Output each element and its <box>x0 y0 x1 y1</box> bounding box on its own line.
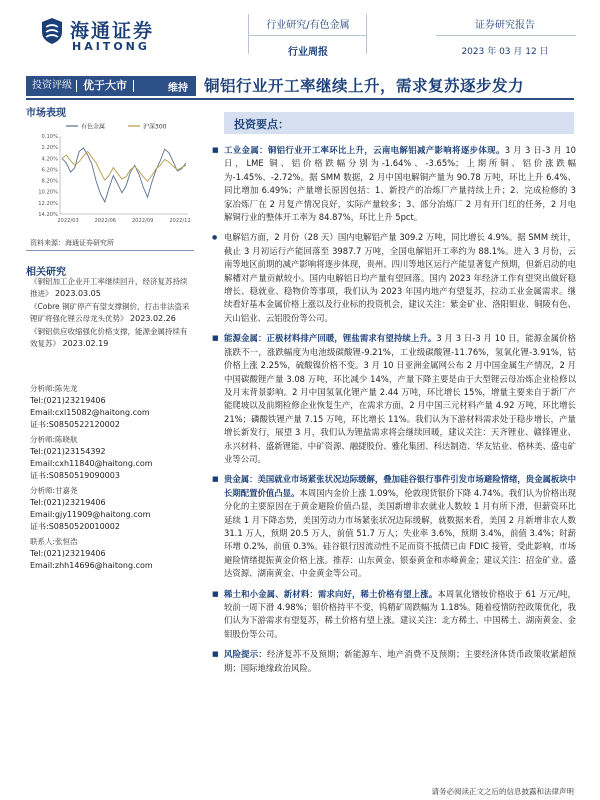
legend-label: 有色金属 <box>81 123 106 131</box>
related-research-item[interactable] <box>30 326 194 349</box>
analyst-tel: Tel:(021)23219406 <box>30 498 106 507</box>
header-meta-block <box>440 16 570 57</box>
key-point-text: 本周氧化镨钕价格收于 61 万元/吨，较前一周下滑 4.98%；钼价格持平不变，钨精矿周跌幅为 1.18%。随着疫情防控政策优化，我们认为下游需求有望复苏，稀土价格有望上涨。建议关注：北方稀土、中国稀土、湖南黄金、金钼股份等公司。 <box>224 588 576 639</box>
y-tick-label: 12.20% <box>38 200 58 207</box>
report-date: 2023 年 03 月 12 日 <box>461 47 549 57</box>
analyst-tel: Tel:(021)23154392 <box>30 447 106 456</box>
logo-english-name: HAITONG <box>72 40 150 53</box>
section-divider <box>26 250 194 251</box>
key-point-text: 本周国内金价上涨 1.09%，伦敦现货银价下降 4.74%。我们认为价格出现分化的主要原因在于黄金避险价值凸显，美国新增非农就业人数较 1 月有所下滑，但薪资环比延续 1 月下降态势，美国劳动力市场紧张状况边际缓解，就数据来看，美国 2 月新增非农人数 31.1 万人，预期 20.5 万人，前值 51.7 万人；失业率 3.6%，预期 3.4%，前值 3.4%；时薪环增 0.2%，前值 0.3%。硅谷银行因流动性不足而资不抵债已由 FDIC 接管，受此影响，市场避险情绪提振黄金价格上涨。推荐：山东黄金、银泰黄金和赤峰黄金；建议关注：招金矿业、盛达资源、湖南黄金、中金黄金等公司。 <box>224 487 576 579</box>
analyst-cert: 证书:S0850519090003 <box>30 471 120 480</box>
analyst-email[interactable]: Email:zhh14696@haitong.com <box>30 561 153 570</box>
analyst-email[interactable]: Email:cxl15082@haitong.com <box>30 408 150 417</box>
rating-value: 优于大市 <box>77 80 134 92</box>
analyst-card <box>30 536 194 572</box>
analyst-tel: Tel:(021)23219406 <box>30 549 106 558</box>
x-tick-label: 2022/06 <box>94 218 117 224</box>
key-point-paragraph <box>212 588 576 642</box>
key-points-heading: 投资要点： <box>234 118 289 131</box>
key-point-heading: 稀土和小金属、新材料：需求向好，稀土价格有望上涨。 <box>224 588 438 599</box>
key-point-paragraph <box>212 648 576 675</box>
y-tick-label: 0.10% <box>41 134 58 140</box>
y-tick-label: 8.20% <box>41 178 58 185</box>
x-tick-label: 2022/12 <box>169 218 191 224</box>
y-tick-label: 2.20% <box>41 145 58 152</box>
analyst-cert: 证书:S0850520010002 <box>30 522 120 531</box>
rating-action: 维持 <box>168 82 188 94</box>
key-point-text: 3 月 3 日-3 月 10 日，LME 铜、铝价格跌幅分别为-1.64%、-3.65%；上期所铜、铝价涨跌幅为-1.45%、-2.72%。据 SMM 数据，2 月中国电解铜产量为 90.78 万吨，环比上升 6.4%、同比增加 6.49%；产量增长原因包括：1、新投产的冶炼厂产量持续上升；2、完成检修的 3 家冶炼厂在 2 月复产情况良好，实际产量较多；3、部分冶炼厂 2 月有开门红的任务，2 月电解铜行业的整体开工率为 84.87%，环比上升 5pct。 <box>224 145 576 223</box>
related-research-date: 2023.03.05 <box>52 288 101 298</box>
analyst-name: 分析师:陈晓航 <box>30 435 78 444</box>
y-tick-label: 14.20% <box>38 212 58 218</box>
analyst-email[interactable]: Email:cxh11840@haitong.com <box>30 459 153 468</box>
report-header <box>0 0 600 62</box>
analyst-card <box>30 383 194 431</box>
company-logo <box>40 16 180 56</box>
key-point-text: 3 月 3 日-3 月 10 日，能源金属价格涨跌不一，涨跌幅度为电池级碳酸锂-9.21%，工业级碳酸锂-11.76%，氢氧化锂-3.91%，钴价格上涨 2.25%，硫酸镍价格不变。3 月 10 日亚洲金属网公布 2 月中国金属生产情况，2 月中国碳酸锂产量 3.08 万吨，环比减少 14%，产量下降主要是由于大型锂云母冶炼企业检修以及月末背景影响。2 月中国氢氧化锂产量 2.44 万吨，环比增长 15%，增量主要来自于新厂产能爬坡以及前期检修企业恢复生产，在需求方面，2 月中国三元材料产量 4.92 万吨，环比增长 21%；磷酸铁锂产量 7.15 万吨，环比增长 11%。我们认为下游材料需求处于稳步增长，产量增长新发行，展望 3 月，我们认为锂盐需求将会继续回暖，建议关注：天齐锂业、赣锋锂业、永兴材料、盛新锂能、中矿资源、融捷股份、雅化集团、科达制造、华友钴业、格林美、盛屯矿业等公司。 <box>224 333 577 464</box>
analyst-name: 分析师:陈先龙 <box>30 384 78 393</box>
related-research-item[interactable] <box>30 301 194 324</box>
key-point-heading: 工业金属：铜铝行业开工率环比上升，云南电解铝减产影响将逐步体现。 <box>224 145 505 155</box>
related-research-item[interactable] <box>30 276 194 299</box>
series-line <box>62 152 186 182</box>
x-tick-label: 2022/09 <box>131 218 154 224</box>
analyst-card <box>30 485 194 533</box>
series-line <box>62 148 186 202</box>
key-point-paragraph <box>212 473 576 580</box>
key-point-paragraph <box>212 144 576 224</box>
header-category-block <box>258 16 358 58</box>
page-title: 铜铝行业开工率继续上升，需求复苏逐步发力 <box>204 76 525 95</box>
market-heading-block <box>26 104 194 119</box>
key-point-heading: 风险提示： <box>224 649 267 660</box>
chart-source: 资料来源：海通证券研究所 <box>30 239 114 247</box>
key-points-banner <box>224 112 574 134</box>
analyst-card <box>30 434 194 482</box>
related-research-title: 《Cobre 铜矿停产有望支撑铜价，打击非法盗采锂矿将强化锂云母龙头优势》 <box>30 302 190 323</box>
title-underline <box>26 98 574 100</box>
logo-chinese-name: 海通证券 <box>70 20 155 42</box>
legend-label: 沪深300 <box>143 123 167 131</box>
header-divider <box>366 14 367 54</box>
analyst-email[interactable]: Email:gjy11909@haitong.com <box>30 510 151 519</box>
haitong-logo-icon <box>40 18 64 44</box>
key-point-paragraph <box>212 332 576 466</box>
x-tick-label: 2022/03 <box>57 218 79 224</box>
key-point-text: 经济复苏不及预期；新能源车、地产消费不及预期；主要经济体货币政策收紧超预期；国际地缘政治风险。 <box>224 649 576 673</box>
key-point-paragraph <box>212 231 576 325</box>
related-research-date: 2023.02.26 <box>127 313 176 323</box>
analyst-cert: 证书:S0850522120002 <box>30 420 120 429</box>
key-point-heading: 贵金属：美国就业市场紧张状况边际缓解，叠加硅谷银行事件引发市场避险情绪，贵金属板块中长期配置价值凸显。 <box>224 474 576 498</box>
key-points-body <box>212 144 576 682</box>
report-label: 证券研究报告 <box>475 20 535 31</box>
related-research-heading: 相关研究 <box>26 267 66 278</box>
related-research-list <box>30 276 194 352</box>
rating-badge <box>26 76 196 96</box>
analyst-name: 联系人:张恒浩 <box>30 537 78 546</box>
rating-label: 投资评级 <box>26 80 77 92</box>
key-point-heading: 能源金属：正极材料排产回暖，锂盐需求有望持续上升。 <box>224 333 437 344</box>
market-heading: 市场表现 <box>26 108 66 119</box>
y-tick-label: 10.20% <box>38 189 58 196</box>
header-divider <box>248 14 249 54</box>
related-research-title: 《铜铝供应收缩强化价格支撑，能源金属持续有效复苏》 <box>30 327 188 348</box>
y-tick-label: 6.20% <box>41 167 58 174</box>
footer-disclaimer: 请务必阅读正文之后的信息披露和法律声明 <box>431 787 574 796</box>
analyst-tel: Tel:(021)23219406 <box>30 396 106 405</box>
report-category: 行业研究/有色金属 <box>266 20 350 31</box>
related-research-title: 《铜铝加工企业开工率继续回升，经济复苏持续推进》 <box>30 277 188 298</box>
report-type: 行业周报 <box>288 47 328 58</box>
analyst-list <box>30 383 194 575</box>
related-research-date: 2023.02.19 <box>60 338 109 348</box>
y-tick-label: 4.20% <box>41 156 58 163</box>
key-point-text: 电解铝方面，2 月份（28 天）国内电解铝产量 309.2 万吨，同比增长 4.9%。据 SMM 统计，截止 3 月初运行产能回落至 3987.7 万吨，全国电解铝开工率约为 88.1%。进入 3 月份，云南等地区前期的减产影响将逐步体现，贵州、四川等地区运行产能显著复产预期，但新启动的电解槽对产量贡献较小。国内电解铝日均产量有望回落。国内 2023 年经济工作有望突出做好稳增长、稳就业、稳物价等事项，我们认为 2023 年国内地产有望复苏，拉动工业金属需求。继续看好基本金属价格上涨以及行业标的投资机会，建议关注：紫金矿业、洛阳钼业、铜陵有色、天山铝业、云铝股份等公司。 <box>224 232 576 323</box>
market-performance-chart <box>26 120 194 232</box>
analyst-name: 分析师:甘嘉尧 <box>30 486 78 495</box>
